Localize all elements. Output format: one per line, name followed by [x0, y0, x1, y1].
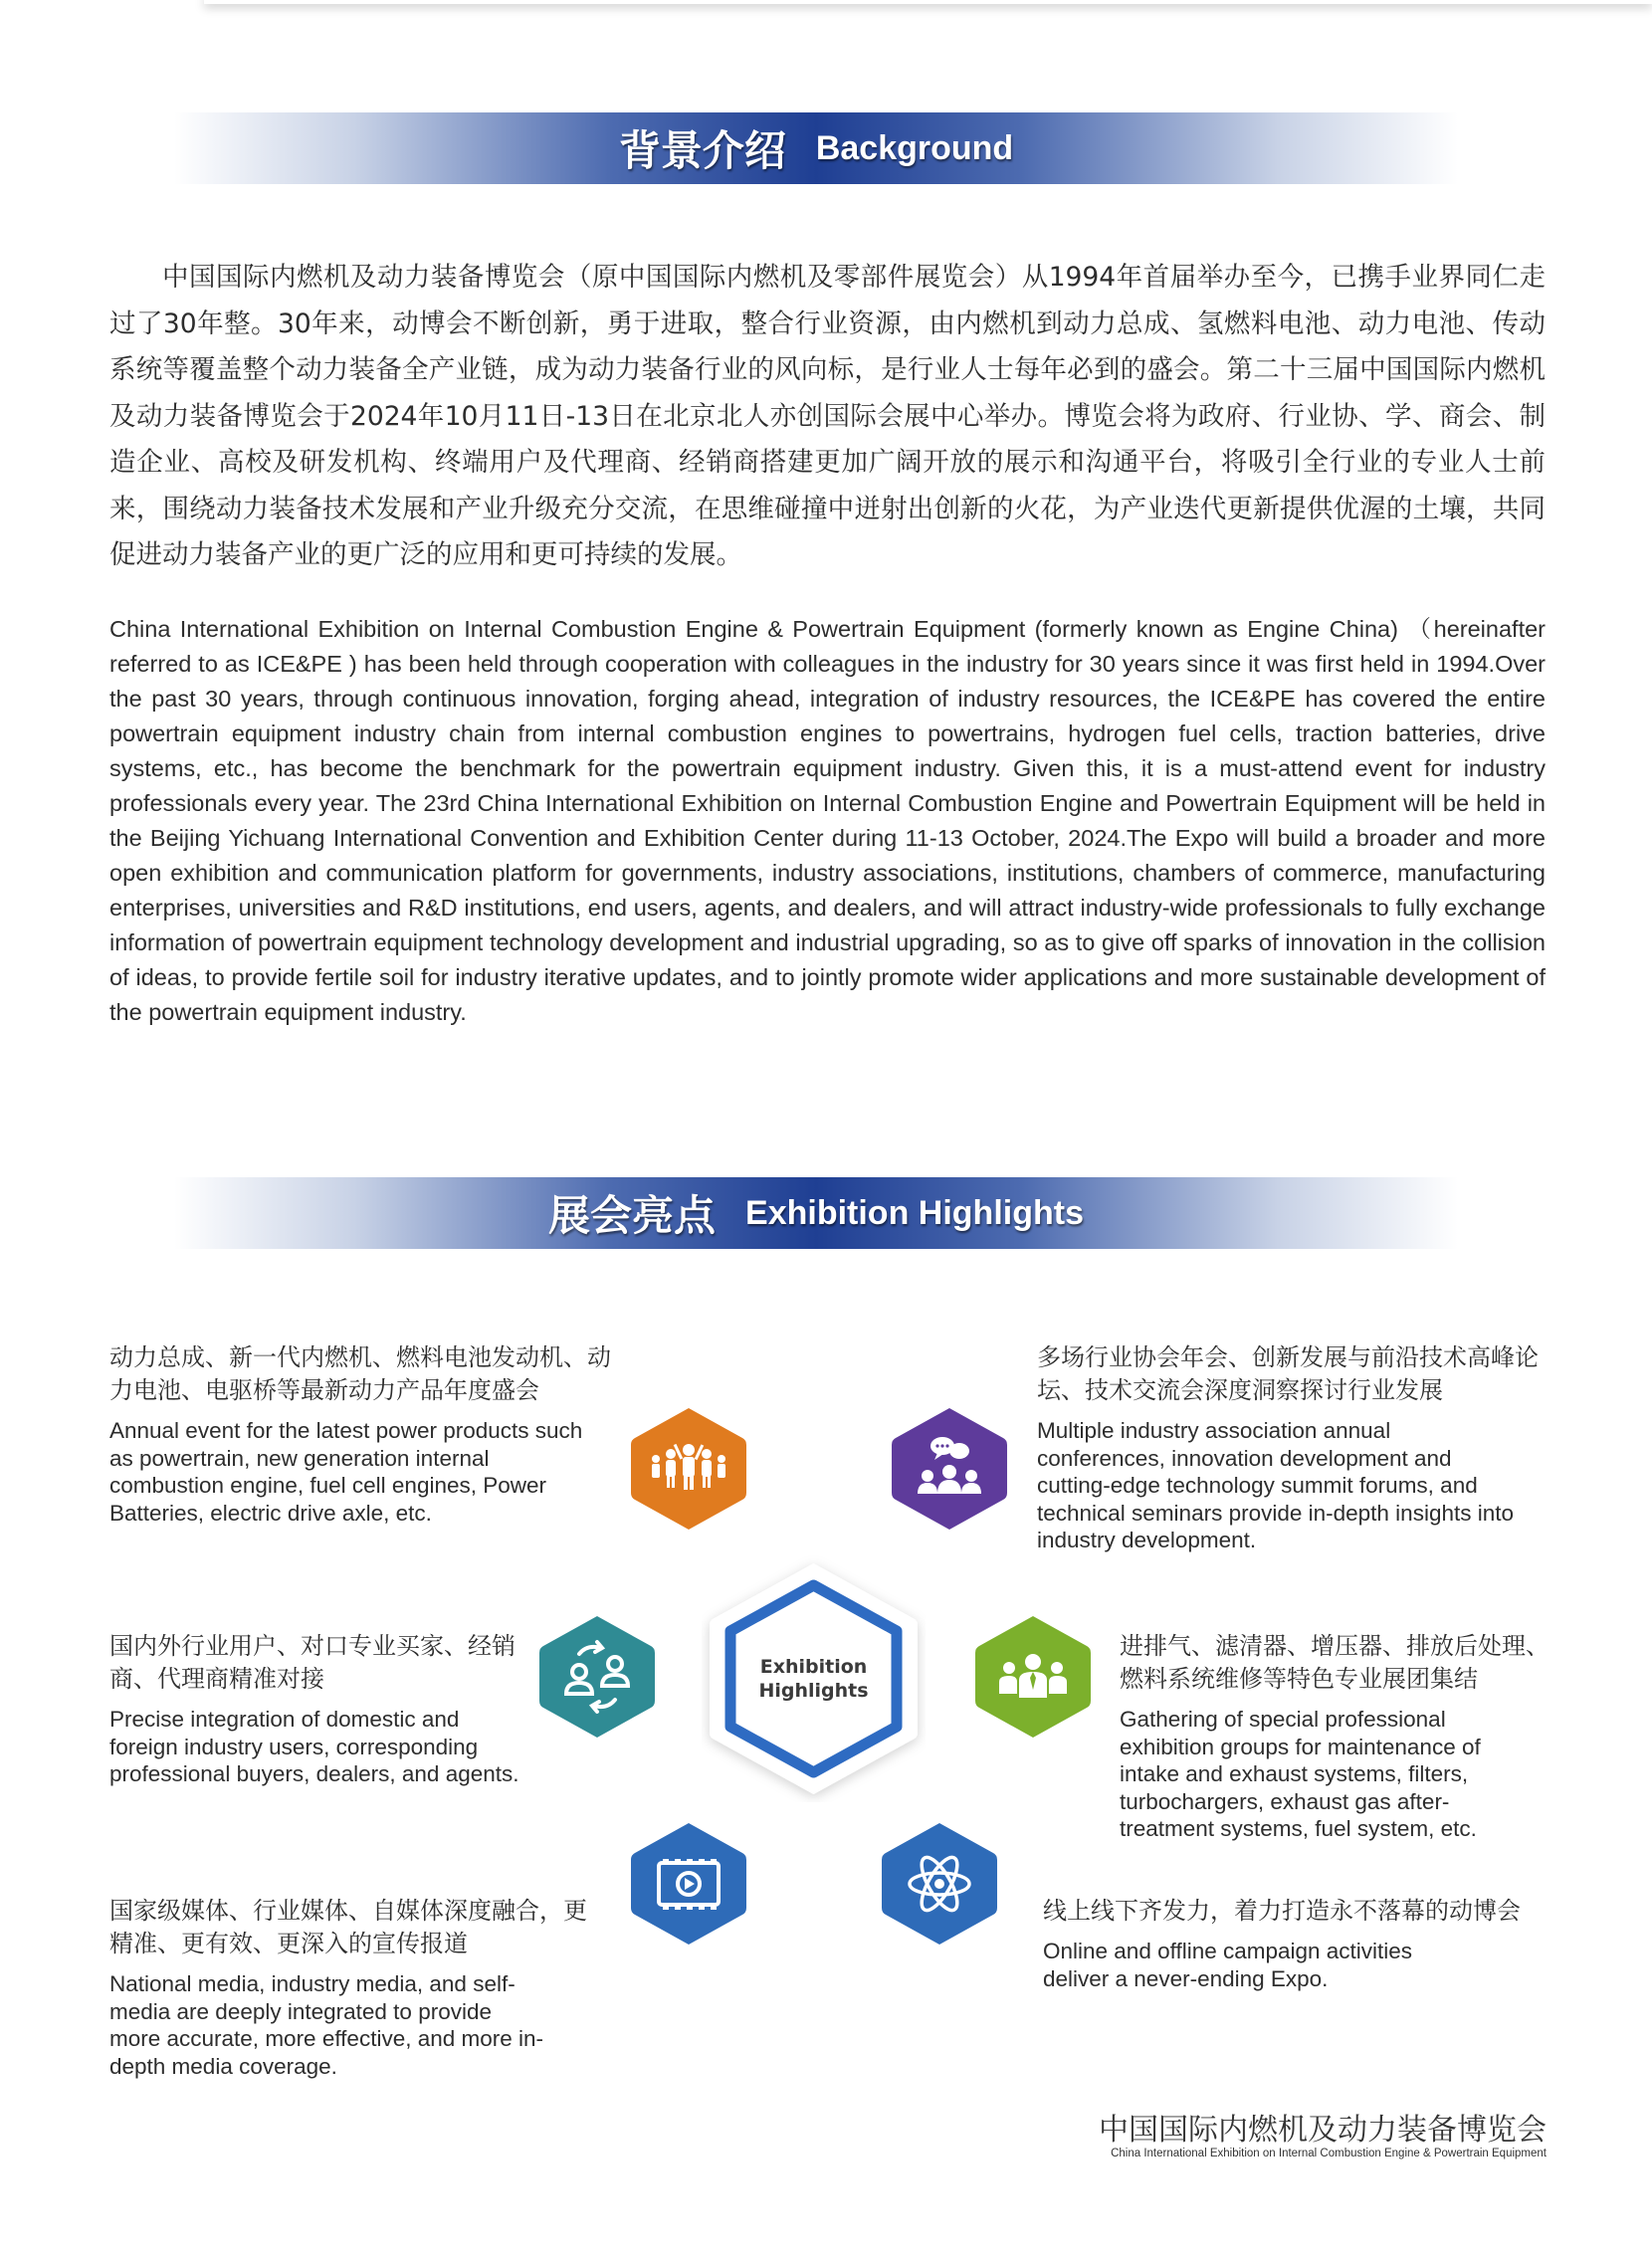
- highlight-3-cn: 国内外行业用户、对口专业买家、经销商、代理商精准对接: [109, 1632, 516, 1693]
- background-title-cn: 背景介绍: [618, 126, 786, 175]
- highlight-item-5: [109, 1895, 607, 2080]
- highlight-2-en: Multiple industry association annual conferences, innovation development and cutting-edge technology summit forums, and technical seminars provide in-depth insights into industry development.: [1037, 1418, 1515, 1552]
- background-banner: [174, 112, 1458, 184]
- highlight-item-3: [109, 1630, 537, 1788]
- background-title-en: Background: [815, 128, 1014, 167]
- footer-title-cn: 中国国际内燃机及动力装备博览会: [1099, 2113, 1547, 2148]
- highlight-6-cn: 线上线下齐发力，着力打造永不落幕的动博会: [1043, 1897, 1521, 1925]
- highlight-6-en: Online and offline campaign activities deliver a never-ending Expo.: [1043, 1939, 1413, 1991]
- background-paragraph-en: China International Exhibition on Internal Combustion Engine & Powertrain Equipment (formerly known as Engine China) （hereinafter referred to as ICE&PE ) has been held through cooperation with colleagues in the industry for 30 years since it was first held in 1994.Over the past 30 years, through continuous innovation, forging ahead, integration of industry resources, the ICE&PE has covered the entire powertrain equipment industry chain from internal combustion engines to powertrains, hydrogen fuel cells, traction batteries, drive systems, etc., has become the benchmark for the powertrain equipment industry. Given this, it is a must-attend event for industry professionals every year. The 23rd China International Exhibition on Internal Combustion Engine and Powertrain Equipment will be held in the Beijing Yichuang International Convention and Exhibition Center during 11-13 October, 2024.The Expo will build a broader and more open exhibition and communication platform for governments, industry associations, institutions, chambers of commerce, manufacturing enterprises, universities and R&D institutions, end users, agents, and dealers, and will attract industry-wide professionals to fully exchange information of powertrain equipment technology development and industrial upgrading, so as to give off sparks of innovation in the collision of ideas, to provide fertile soil for industry iterative updates, and to jointly promote wider applications and more sustainable development of the powertrain equipment industry.: [109, 616, 1546, 1025]
- highlight-3-en: Precise integration of domestic and foreign industry users, corresponding professional buyers, dealers, and agents.: [109, 1707, 519, 1786]
- highlight-1-en: Annual event for the latest power products such as powertrain, new generation internal combustion engine, fuel cell engines, Power Batteries, electric drive axle, etc.: [109, 1418, 583, 1526]
- highlights-title-cn: 展会亮点: [548, 1191, 717, 1240]
- highlights-banner: [174, 1177, 1458, 1249]
- highlight-item-2: [1037, 1341, 1554, 1554]
- footer-title-en: China International Exhibition on Internal Combustion Engine & Powertrain Equipment: [1111, 2148, 1547, 2159]
- highlight-item-1: [109, 1341, 627, 1527]
- highlight-item-6: [1043, 1895, 1560, 1992]
- highlight-1-cn: 动力总成、新一代内燃机、燃料电池发动机、动力电池、电驱桥等最新动力产品年度盛会: [109, 1343, 611, 1404]
- background-paragraph-cn: 中国国际内燃机及动力装备博览会（原中国国际内燃机及零部件展览会）从1994年首届举办至今，已携手业界同仁走过了30年整。30年来，动博会不断创新，勇于进取，整合行业资源，由内燃机到动力总成、氢燃料电池、动力电池、传动系统等覆盖整个动力装备全产业链，成为动力装备行业的风向标，是行业人士每年必到的盛会。第二十三届中国国际内燃机及动力装备博览会于2024年10月11日-13日在北京北人亦创国际会展中心举办。博览会将为政府、行业协、学、商会、制造企业、高校及研发机构、终端用户及代理商、经销商搭建更加广阔开放的展示和沟通平台，将吸引全行业的专业人士前来，围绕动力装备技术发展和产业升级充分交流，在思维碰撞中迸射出创新的火花，为产业迭代更新提供优渥的土壤，共同促进动力装备产业的更广泛的应用和更可持续的发展。: [109, 262, 1546, 570]
- team-group-icon: [971, 1612, 1095, 1742]
- discussion-group-icon: [888, 1404, 1011, 1534]
- highlight-4-cn: 进排气、滤清器、增压器、排放后处理、燃料系统维修等特色专业展团集结: [1120, 1632, 1549, 1693]
- top-edge-shadow: [204, 0, 1652, 4]
- atom-icon: [878, 1819, 1001, 1949]
- highlight-5-cn: 国家级媒体、行业媒体、自媒体深度融合，更精准、更有效、更深入的宣传报道: [109, 1897, 587, 1957]
- highlight-4-en: Gathering of special professional exhibition groups for maintenance of intake and exhaust systems, filters, turbochargers, exhaust gas after-treatment systems, fuel system, etc.: [1120, 1707, 1481, 1841]
- highlight-item-4: [1120, 1630, 1557, 1843]
- highlight-5-en: National media, industry media, and self-media are deeply integrated to provide more accurate, more effective, and more in-depth media coverage.: [109, 1971, 544, 2079]
- video-play-icon: [627, 1819, 750, 1949]
- user-exchange-icon: [535, 1612, 659, 1742]
- people-cheering-icon: [627, 1404, 750, 1534]
- highlight-2-cn: 多场行业协会年会、创新发展与前沿技术高峰论坛、技术交流会深度洞察探讨行业发展: [1037, 1343, 1539, 1404]
- center-label: Exhibition Highlights: [758, 1656, 869, 1702]
- highlights-title-en: Exhibition Highlights: [745, 1193, 1084, 1232]
